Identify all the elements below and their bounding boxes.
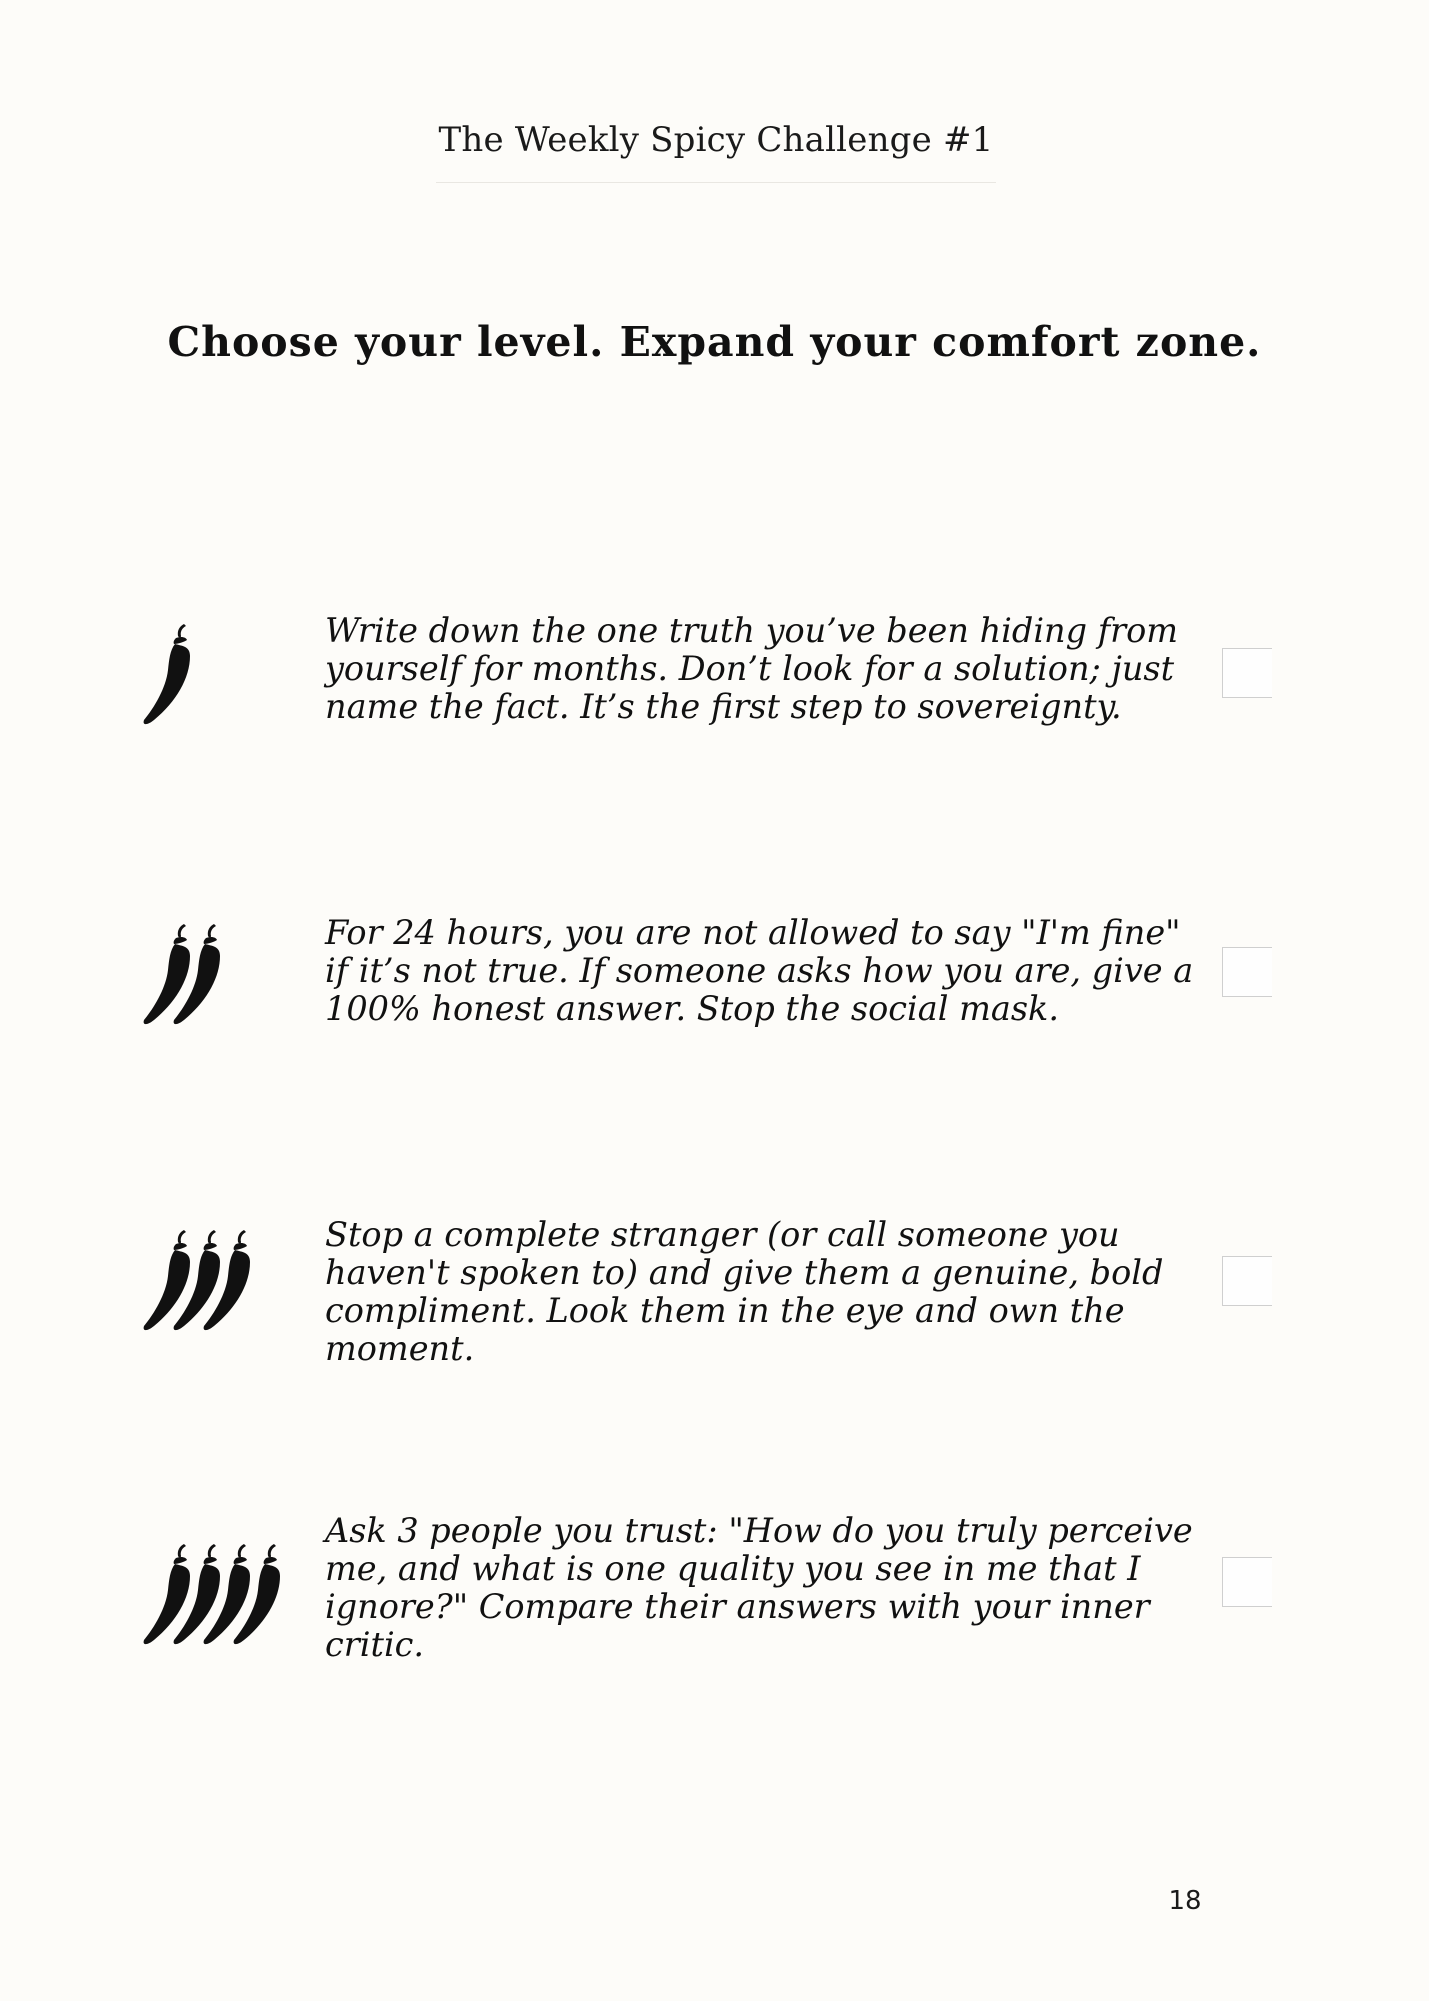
chili-pepper-icon <box>140 622 200 732</box>
challenge-text: Ask 3 people you trust: "How do you truly perceive me, and what is one quality you see in me that I ignore?" Compare their answers with your inner critic. <box>325 1511 1193 1664</box>
page-number: 18 <box>1168 1886 1202 1916</box>
document-header-title: The Weekly Spicy Challenge #1 <box>438 120 994 160</box>
challenge-text: For 24 hours, you are not allowed to say "I'm fine" if it’s not true. If someone asks how you are, give a 100% honest answer. Stop the social mask. <box>325 913 1194 1028</box>
header-divider <box>436 182 996 183</box>
challenge-text: Write down the one truth you’ve been hiding from yourself for months. Don’t look for a solution; just name the fact. It’s the first step to sovereignty. <box>325 611 1179 726</box>
challenge-checkbox[interactable] <box>1222 1256 1272 1306</box>
challenge-checkbox[interactable] <box>1222 947 1272 997</box>
page-headline: Choose your level. Expand your comfort zone. <box>167 318 1262 366</box>
chili-pepper-icon <box>140 1228 262 1338</box>
challenge-checkbox[interactable] <box>1222 648 1272 698</box>
chili-pepper-icon <box>140 1542 292 1652</box>
chili-pepper-icon <box>140 922 232 1032</box>
challenge-checkbox[interactable] <box>1222 1557 1272 1607</box>
challenge-text: Stop a complete stranger (or call someone you haven't spoken to) and give them a genuine, bold compliment. Look them in the eye and own the moment. <box>325 1215 1164 1368</box>
